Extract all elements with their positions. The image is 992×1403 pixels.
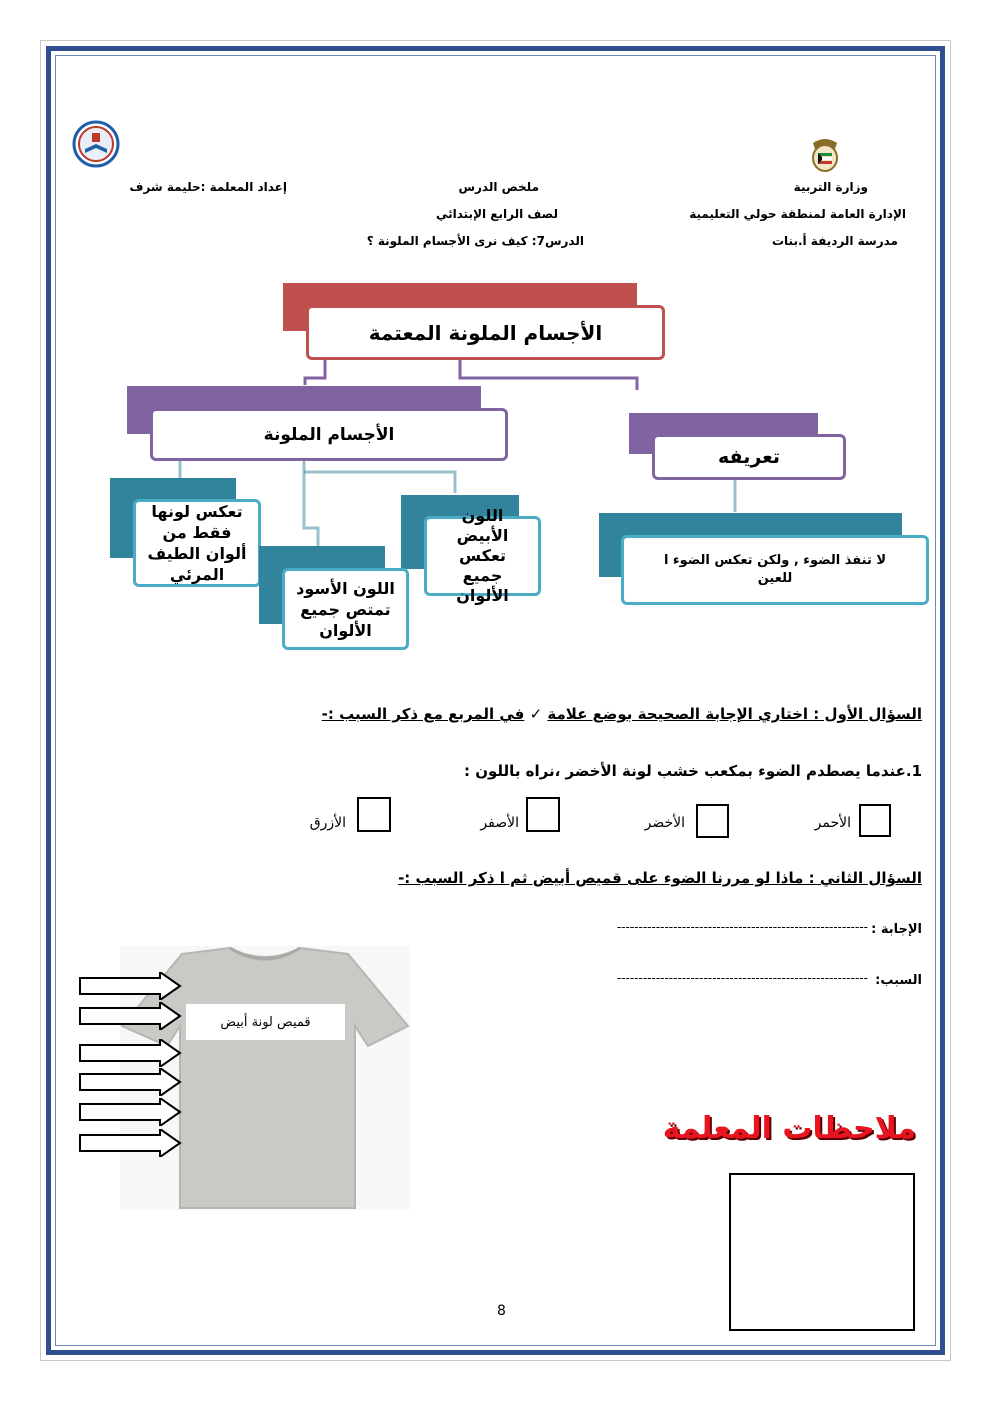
question1-heading: [322, 705, 922, 723]
option-red-checkbox[interactable]: [859, 804, 891, 837]
option-green-checkbox[interactable]: [696, 804, 729, 838]
colored-bodies-node: الأجسام الملونة: [150, 408, 508, 461]
option-yellow-checkbox[interactable]: [526, 797, 560, 832]
reason-label: السبب:: [875, 973, 922, 988]
page-number: 8: [497, 1303, 506, 1319]
light-arrow-icon: [78, 1068, 182, 1096]
school-text: مدرسة الرديفة أ.بنات: [771, 234, 898, 248]
light-arrow-icon: [78, 1098, 182, 1126]
checkmark-icon: ✓: [529, 705, 543, 723]
lesson-title: الدرس7: كيف نرى الأجسام الملونة ؟: [366, 234, 584, 248]
prepared-by: إعداد المعلمة :حليمة شرف: [129, 180, 287, 194]
option-yellow-label: الأصفر: [480, 815, 519, 831]
option-blue-checkbox[interactable]: [357, 797, 391, 832]
answer-label: الإجابة :: [871, 922, 922, 937]
question1-heading-end: في المربع مع ذكر السبب :-: [321, 705, 525, 723]
black-node: اللون الأسود تمتص جميع الألوان: [282, 568, 409, 650]
option-blue-label: الأزرق: [309, 815, 346, 831]
title-node: الأجسام الملونة المعتمة: [306, 305, 665, 360]
grade-text: لصف الرابع الإبتدائي: [435, 207, 558, 221]
ministry-text: وزارة التربية: [793, 180, 868, 194]
question1-heading-start: السؤال الأول : اختاري الإجابة الصحيحة بوضع علامة: [547, 705, 922, 723]
option-red-label: الأحمر: [814, 815, 851, 831]
definition-node: تعريفه: [652, 434, 846, 480]
answer-line[interactable]: ----------------------------------------------------------: [616, 920, 868, 934]
question1-item: 1.عندما يصطدم الضوء بمكعب خشب لونة الأخضر ،نراه باللون :: [464, 762, 922, 780]
light-arrow-icon: [78, 1002, 182, 1030]
white-node: اللون الأبيض تعكس جميع الألوان: [424, 516, 541, 596]
directorate-text: الإدارة العامة لمنطقة حولي التعليمية: [689, 207, 906, 221]
notes-title: ملاحظات المعلمة: [662, 1111, 916, 1146]
option-green-label: الأخضر: [644, 815, 685, 831]
definition-text-node: لا تنفذ الضوء , ولكن تعكس الضوء ا للعين: [621, 535, 929, 605]
reflect-node: تعكس لونها فقط من ألوان الطيف المرئي: [133, 499, 261, 587]
light-arrow-icon: [78, 972, 182, 1000]
light-arrow-icon: [78, 1129, 182, 1157]
shirt-label: قميص لونة أبيض: [186, 1004, 345, 1040]
question2-heading: السؤال الثاني : ماذا لو مررنا الضوء على قميص أبيض ثم ا ذكر السبب :-: [398, 869, 922, 887]
notes-box[interactable]: [729, 1173, 915, 1331]
summary-label: ملخص الدرس: [458, 180, 539, 194]
reason-line[interactable]: ----------------------------------------------------------: [616, 971, 868, 985]
light-arrow-icon: [78, 1039, 182, 1067]
